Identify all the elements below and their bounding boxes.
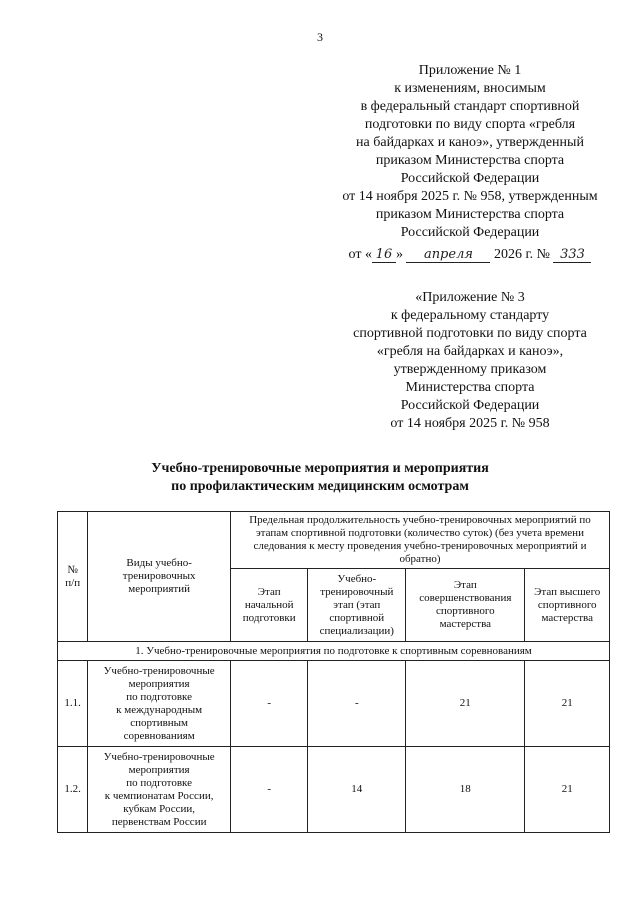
appendix-3-line: к федеральному стандарту (390, 308, 550, 323)
appendix-1-line: Приложение № 1 (418, 63, 522, 78)
header-event-type: Виды учебно- тренировочных мероприятий (88, 512, 231, 642)
appendix-1-line: от 14 ноября 2025 г. № 958, утвержденным (342, 189, 598, 204)
appendix-3-line: Российской Федерации (400, 398, 540, 413)
row-value-improvement: 18 (406, 747, 525, 833)
appendix-1-line: Российской Федерации (400, 225, 540, 240)
row-value-improvement: 21 (406, 661, 525, 747)
appendix-3-line: спортивной подготовки по виду спорта (353, 326, 587, 341)
header-stage-initial: Этап начальной подготовки (230, 569, 308, 642)
row-number: 1.2. (58, 747, 88, 833)
row-value-training: - (308, 661, 406, 747)
appendix-1-line: в федеральный стандарт спортивной (360, 99, 580, 114)
header-duration: Предельная продолжительность учебно-тренировочных мероприятий по этапам спортивной подготовки (количество суток) (без учета времени следования к месту проведения учебно-тренировочных мероприятий и обратно) (230, 512, 609, 569)
header-stage-highest: Этап высшего спортивного мастерства (525, 569, 610, 642)
appendix-3-line: «гребля на байдарках и каноэ», (376, 344, 564, 359)
appendix-3-line: «Приложение № 3 (415, 290, 525, 305)
row-value-training: 14 (308, 747, 406, 833)
appendix-3-block (300, 289, 640, 433)
appendix-3-line: утвержденному приказом (393, 362, 547, 377)
appendix-1-line: приказом Министерства спорта (375, 153, 565, 168)
header-stage-improvement: Этап совершенствования спортивного мастерства (406, 569, 525, 642)
row-event-name: Учебно-тренировочные мероприятия по подготовке к международным спортивным соревнованиям (88, 661, 231, 747)
training-events-table (57, 511, 610, 833)
appendix-3-line: от 14 ноября 2025 г. № 958 (390, 416, 550, 431)
title-line-1: Учебно-тренировочные мероприятия и мероприятия (151, 461, 489, 476)
page-number: 3 (317, 30, 323, 44)
row-event-name: Учебно-тренировочные мероприятия по подготовке к чемпионатам России, кубкам России, первенствам России (88, 747, 231, 833)
header-number: № п/п (58, 512, 88, 642)
order-date-line (300, 246, 640, 264)
appendix-1-block (300, 62, 640, 264)
appendix-1-line: приказом Министерства спорта (375, 207, 565, 222)
date-prefix: от « (348, 247, 372, 262)
date-mid: » (395, 247, 403, 262)
title-line-2: по профилактическим медицинским осмотрам (171, 479, 469, 494)
handwritten-day: 16 (372, 247, 396, 263)
appendix-1-line: на байдарках и каноэ», утвержденный (356, 135, 584, 150)
appendix-1-line: к изменениям, вносимым (394, 81, 546, 96)
header-stage-training: Учебно- тренировочный этап (этап спортивной специализации) (308, 569, 406, 642)
row-value-initial: - (230, 661, 308, 747)
table-row (58, 747, 610, 833)
appendix-1-line: подготовки по виду спорта «гребля (364, 117, 576, 132)
document-title (0, 460, 640, 496)
appendix-3-line: Министерства спорта (405, 380, 535, 395)
handwritten-order-number: 333 (553, 247, 591, 263)
handwritten-month: апреля (406, 247, 490, 263)
row-value-initial: - (230, 747, 308, 833)
row-number: 1.1. (58, 661, 88, 747)
row-value-highest: 21 (525, 661, 610, 747)
year-text: 2026 г. № (493, 247, 550, 262)
table-row (58, 661, 610, 747)
appendix-1-line: Российской Федерации (400, 171, 540, 186)
section-heading: 1. Учебно-тренировочные мероприятия по подготовке к спортивным соревнованиям (58, 642, 610, 661)
row-value-highest: 21 (525, 747, 610, 833)
